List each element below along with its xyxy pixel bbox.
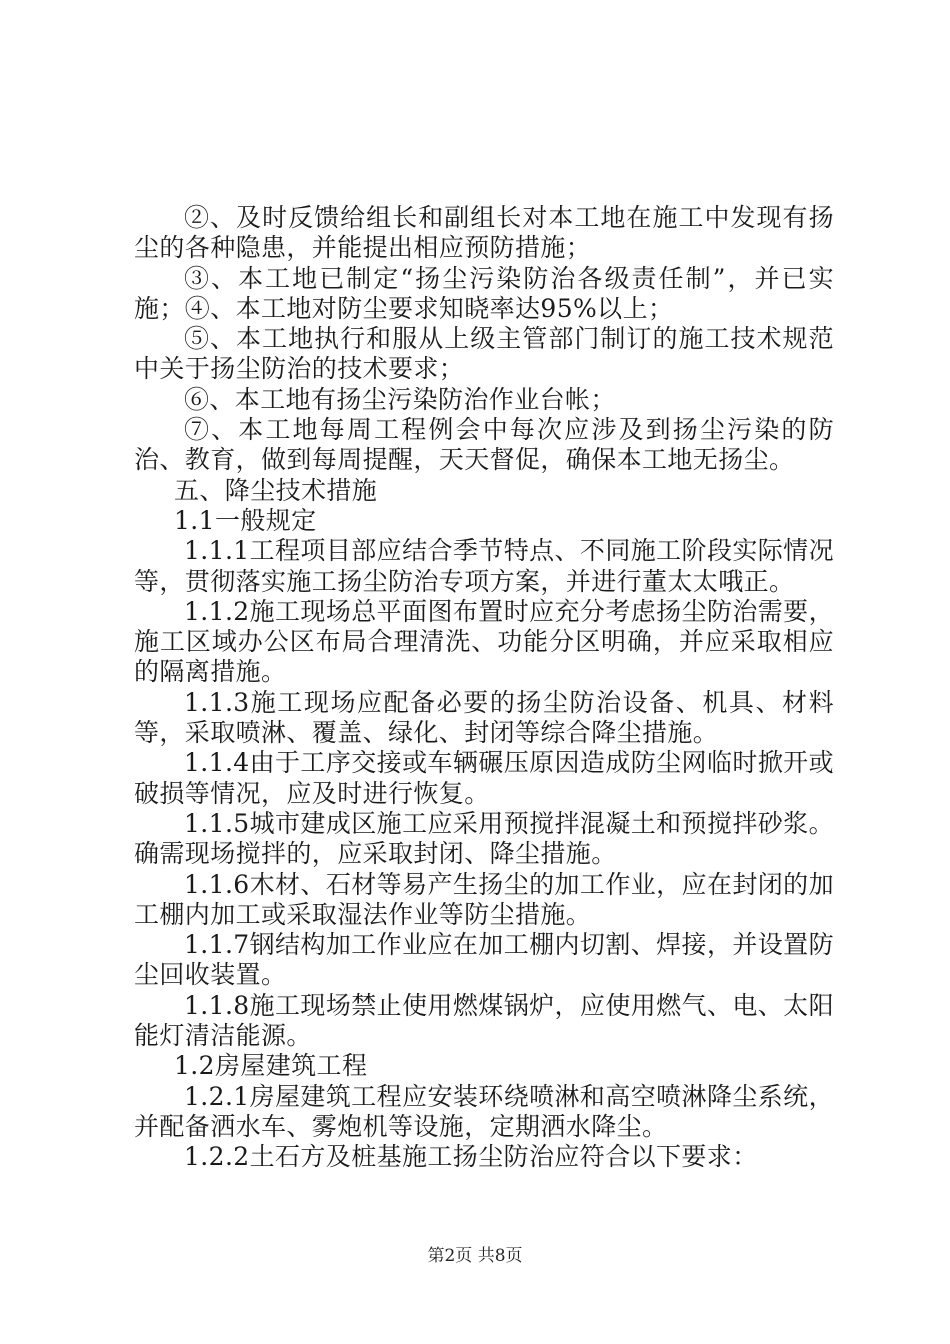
clause-1-1-2: 1.1.2施工现场总平面图布置时应充分考虑扬尘防治需要，施工区域办公区布局合理清洗、功能分区明确，并应采取相应的隔离措施。 [134, 596, 834, 687]
clause-1-1-3: 1.1.3施工现场应配备必要的扬尘防治设备、机具、材料等，采取喷淋、覆盖、绿化、封闭等综合降尘措施。 [134, 687, 834, 748]
section-heading-5: 五、降尘技术措施 [174, 475, 378, 505]
clause-1-1-7: 1.1.7钢结构加工作业应在加工棚内切割、焊接，并设置防尘回收装置。 [134, 930, 834, 990]
clause-1-1-4: 1.1.4由于工序交接或车辆碾压原因造成防尘网临时掀开或破损等情况，应及时进行恢复。 [134, 748, 834, 808]
document-body [134, 203, 834, 1173]
paragraph-item-2: ②、及时反馈给组长和副组长对本工地在施工中发现有扬尘的各种隐患，并能提出相应预防措施； [134, 203, 834, 263]
clause-1-2-2: 1.2.2土石方及桩基施工扬尘防治应符合以下要求： [184, 1142, 758, 1172]
clause-1-1-6: 1.1.6木材、石材等易产生扬尘的加工作业，应在封闭的加工棚内加工或采取湿法作业等防尘措施。 [134, 869, 834, 929]
clause-1-1-5: 1.1.5城市建成区施工应采用预搅拌混凝土和预搅拌砂浆。确需现场搅拌的，应采取封闭、降尘措施。 [134, 808, 834, 869]
clause-1-1-1: 1.1.1工程项目部应结合季节特点、不同施工阶段实际情况等，贯彻落实施工扬尘防治专项方案，并进行董太太哦正。 [134, 536, 834, 596]
subsection-heading-1-1: 1.1一般规定 [174, 505, 317, 535]
paragraph-item-6: ⑥、本工地有扬尘污染防治作业台帐； [184, 384, 616, 414]
clause-1-2-1: 1.2.1房屋建筑工程应安装环绕喷淋和高空喷淋降尘系统，并配备洒水车、雾炮机等设施，定期洒水降尘。 [134, 1081, 834, 1141]
paragraph-item-5: ⑤、本工地执行和服从上级主管部门制订的施工技术规范中关于扬尘防治的技术要求； [134, 324, 834, 384]
paragraph-item-3-4: ③、本工地已制定“扬尘污染防治各级责任制”，并已实施；④、本工地对防尘要求知晓率达95%以上； [134, 263, 834, 323]
paragraph-item-7: ⑦、本工地每周工程例会中每次应涉及到扬尘污染的防治、教育，做到每周提醒，天天督促，确保本工地无扬尘。 [134, 415, 834, 475]
page-footer: 第2页 共8页 [427, 1246, 523, 1266]
clause-1-1-8: 1.1.8施工现场禁止使用燃煤锅炉，应使用燃气、电、太阳能灯清洁能源。 [134, 990, 834, 1051]
subsection-heading-1-2: 1.2房屋建筑工程 [174, 1051, 368, 1081]
